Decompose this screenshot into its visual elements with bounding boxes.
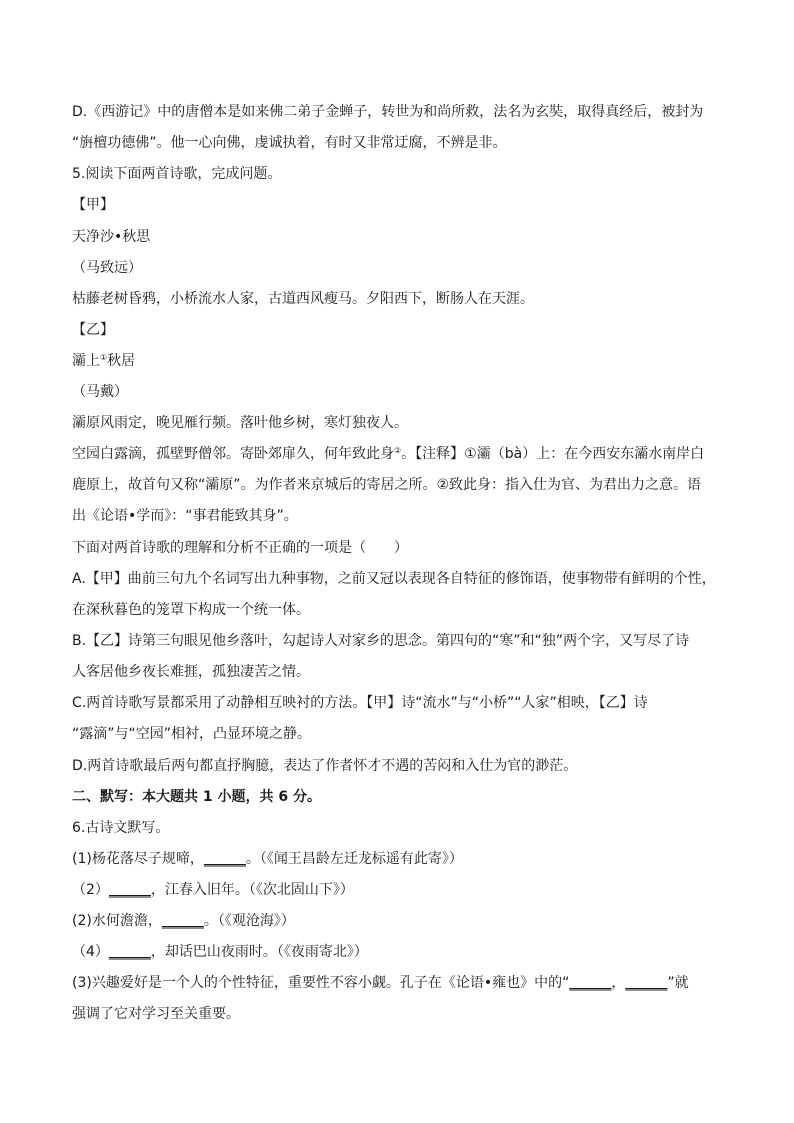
note-mark-1: ① bbox=[100, 353, 108, 362]
question-6-stem: 6.古诗文默写。 bbox=[72, 820, 170, 836]
poem-jia-title: 天净沙•秋思 bbox=[72, 229, 151, 245]
answer-blank[interactable]: ______ bbox=[161, 913, 204, 929]
dictation-item-2: （2）______，江春入旧年。（《次北固山下》） bbox=[72, 879, 354, 901]
answer-blank[interactable]: ______ bbox=[108, 882, 151, 898]
option-d-line-2: “旃檀功德佛”。他一心向佛，虔诚执着，有时又非常迂腐，不辨是非。 bbox=[72, 135, 507, 151]
section-two-heading: 二、默写：本大题共 1 小题，共 6 分。 bbox=[72, 789, 321, 805]
question-5-stem: 5.阅读下面两首诗歌，完成问题。 bbox=[72, 166, 282, 182]
poem-yi-author: （马戴） bbox=[72, 384, 128, 400]
option-d-line-1: D.《西游记》中的唐僧本是如来佛二弟子金蝉子，转世为和尚所救，法名为玄奘，取得真经后，被封为 bbox=[72, 104, 704, 120]
poem-jia-author: （马致远） bbox=[72, 260, 142, 276]
annotation-line-3: 出《论语•学而》：“事君能致其身”。 bbox=[72, 508, 298, 524]
dictation-item-5-cont: 强调了它对学习至关重要。 bbox=[72, 1006, 240, 1022]
poem-jia-text: 枯藤老树昏鸦，小桥流水人家，古道西风瘦马。夕阳西下，断肠人在天涯。 bbox=[72, 291, 534, 307]
option-c-line-2: “露滴”与“空园”相衬，凸显环境之静。 bbox=[72, 726, 312, 742]
option-d2-line-1: D.两首诗歌最后两句都直抒胸臆，表达了作者怀才不遇的苦闷和入仕为官的渺茫。 bbox=[72, 758, 578, 774]
poem-yi-title: 灞上①秋居 bbox=[72, 353, 136, 369]
note-mark-2: ② bbox=[394, 446, 402, 455]
dictation-item-1: (1)杨花落尽子规啼，______。（《闻王昌龄左迁龙标遥有此寄》） bbox=[72, 848, 463, 870]
option-b-line-2: 人客居他乡夜长难捱，孤独凄苦之情。 bbox=[72, 664, 310, 680]
answer-blank[interactable]: ______ bbox=[203, 851, 246, 867]
answer-blank[interactable]: ______ bbox=[569, 975, 612, 991]
option-b-line-1: B.【乙】诗第三句眼见他乡落叶，勾起诗人对家乡的思念。第四句的“寒”和“独”两个字，又写尽了诗 bbox=[72, 633, 690, 649]
poem-yi-text-1: 灞原风雨定，晚见雁行频。落叶他乡树，寒灯独夜人。 bbox=[72, 415, 408, 431]
poem-yi-label: 【乙】 bbox=[72, 322, 114, 338]
poem-jia-label: 【甲】 bbox=[72, 197, 114, 213]
dictation-item-4: （4）______，却话巴山夜雨时。（《夜雨寄北》） bbox=[72, 941, 368, 963]
option-c-line-1: C.两首诗歌写景都采用了动静相互映衬的方法。【甲】诗“流水”与“小桥”“人家”相映，【乙】诗 bbox=[72, 695, 648, 711]
option-a-line-1: A.【甲】曲前三句九个名词写出九种事物，之前又冠以表现各自特征的修饰语，使事物带有鲜明的个性， bbox=[72, 571, 716, 587]
question-stem: 下面对两首诗歌的理解和分析不正确的一项是（ ） bbox=[72, 540, 408, 556]
option-a-line-2: 在深秋暮色的笼罩下构成一个统一体。 bbox=[72, 602, 310, 618]
dictation-item-5: (3)兴趣爱好是一个人的个性特征，重要性不容小觑。孔子在《论语•雍也》中的“______，______”就 bbox=[72, 972, 689, 994]
annotation-line-2: 鹿原上，故首句又称“灞原”。为作者来京城后的寄居之所。②致此身：指入仕为官、为君出力之意。语 bbox=[72, 477, 702, 493]
answer-blank[interactable]: ______ bbox=[625, 975, 668, 991]
answer-blank[interactable]: ______ bbox=[108, 944, 151, 960]
poem-yi-text-2: 空园白露滴，孤壁野僧邻。寄卧郊扉久，何年致此身②。【注释】①灞（bà）上：在今西安东灞水南岸白 bbox=[72, 446, 705, 462]
dictation-item-3: (2)水何澹澹，______。（《观沧海》） bbox=[72, 910, 295, 932]
